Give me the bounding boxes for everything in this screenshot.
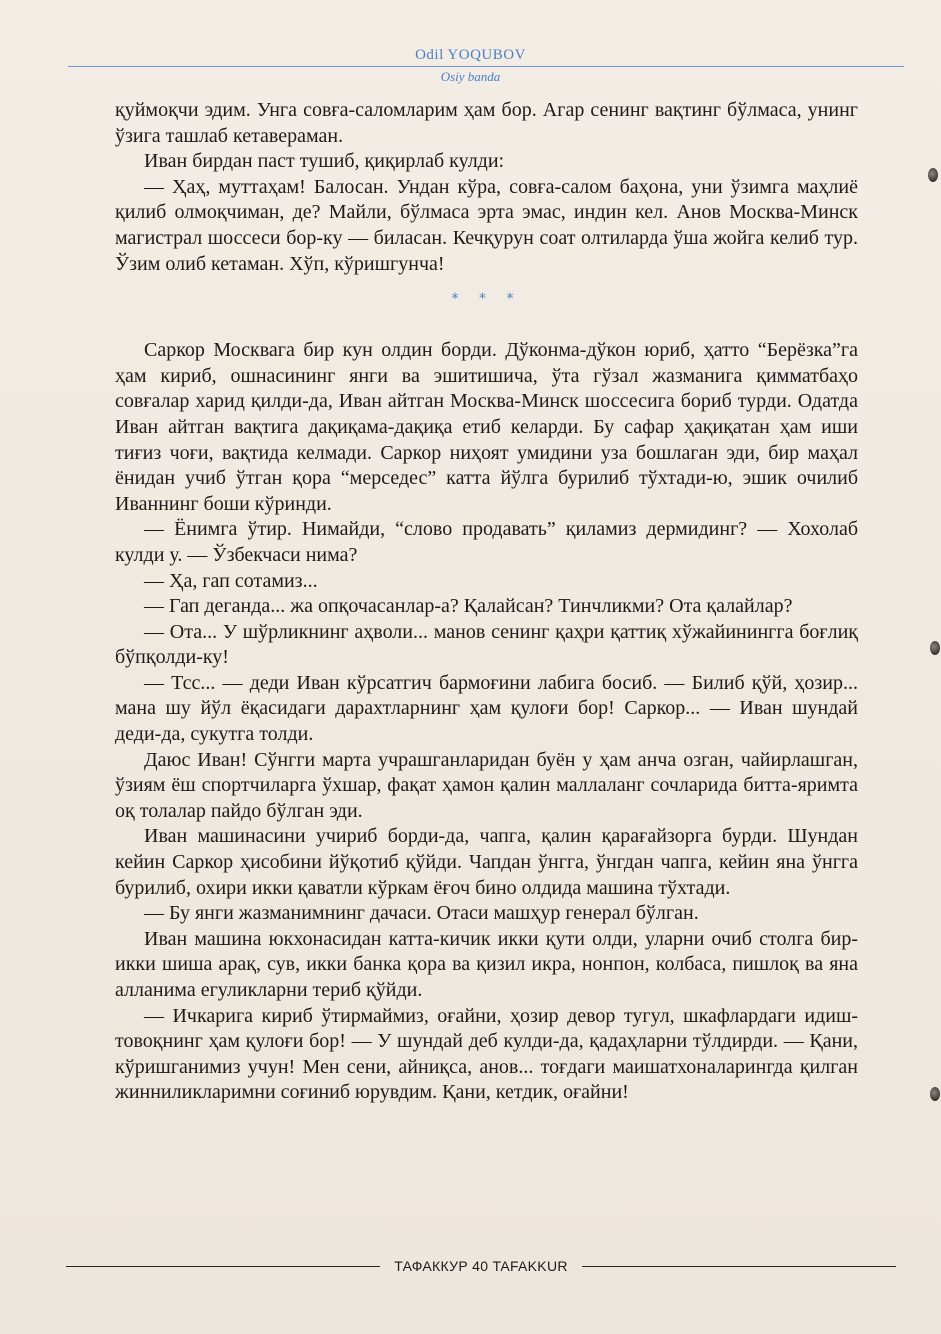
paragraph: — Ҳаҳ, муттаҳам! Балосан. Ундан кўра, совға-салом баҳона, уни ўзимга маҳлиё қилиб олмоқчиман, де? Майли, бўлмаса эрта эмас, индин кел. Анов Москва-Минск магистрал шоссеси бор-ку — биласан. Кечқурун соат олтиларда ўша жойга келиб тур. Ўзим олиб кетаман. Хўп, кўришгунча! bbox=[115, 175, 858, 275]
paragraph: — Ҳа, гап сотамиз... bbox=[144, 569, 318, 592]
footer-rule-left bbox=[66, 1266, 380, 1267]
paragraph: — Ота... У шўрликнинг аҳволи... манов сенинг қаҳри қаттиқ хўжайинингга боғлиқ бўпқолди-ку! bbox=[115, 620, 858, 669]
header-rule bbox=[68, 66, 904, 67]
paragraph: — Гап деганда... жа опқочасанлар-а? Қалайсан? Тинчликми? Ота қалайлар? bbox=[144, 595, 793, 618]
paragraph: Иван машинасини учириб борди-да, чапга, қалин қарағайзорга бурди. Шундан кейин Саркор ҳисобини йўқотиб қўйди. Чапдан ўнгга, ўнгдан чапга, кейин яна ўнгга бурилиб, охири икки қаватли кўркам ёғоч бино олдида машина тўхтади. bbox=[115, 825, 858, 899]
paragraph: — Ёнимга ўтир. Нимайди, “слово продавать” қиламиз дермидинг? — Хохолаб кулди у. — Ўзбекчаси нима? bbox=[115, 518, 858, 566]
section-separator: * * * bbox=[451, 291, 522, 308]
paragraph: — Тсс... — деди Иван кўрсатгич бармоғини лабига босиб. — Билиб қўй, ҳозир... мана шу йўл ёқасидаги дарахтларнинг ҳам қулоғи бор! Саркор... — Иван шундай деди-да, сукутга толди. bbox=[115, 671, 858, 746]
paragraph: қуймоқчи эдим. Унга совға-саломларим ҳам бор. Агар сенинг вақтинг бўлмаса, унинг ўзига ташлаб кетавераман. bbox=[115, 99, 858, 147]
footer-rule-right bbox=[582, 1266, 896, 1267]
paragraph: — Бу янги жазманимнинг дачаси. Отаси машҳур генерал бўлган. bbox=[144, 902, 699, 925]
punch-hole-middle bbox=[930, 641, 940, 655]
running-head-author: Odil YOQUBOV bbox=[415, 47, 526, 63]
paragraph: Иван машина юкхонасидан катта-кичик икки қути олди, уларни очиб столга бир-икки шиша арақ, сув, икки банка қора ва қизил икра, нонпон, колбаса, пишлоқ ва яна алланима егуликларни териб қўйди. bbox=[115, 927, 858, 1001]
running-head-book-title: Osiy banda bbox=[440, 69, 501, 84]
paragraph: Даюс Иван! Сўнгги марта учрашганларидан буён у ҳам анча озган, чайирлашган, ўзиям ёш спортчиларга ўхшар, фақат ҳамон қалин маллаланг сочларида битта-яримта оқ толалар пайдо бўлган эди. bbox=[115, 748, 858, 822]
paragraph: Иван бирдан паст тушиб, қиқирлаб кулди: bbox=[144, 150, 505, 173]
punch-hole-top bbox=[928, 168, 938, 182]
footer-label: ТАФАККУР 40 TAFAKKUR bbox=[394, 1258, 568, 1274]
paragraph: Саркор Москвага бир кун олдин борди. Дўконма-дўкон юриб, ҳатто “Берёзка”га ҳам кириб, ошнасининг янги ва эшитишича, ўта гўзал жазманига қимматбаҳо совғалар харид қилди-да, Иван айтган Москва-Минск шоссесига бориб турди. Одатда Иван айтган вақтига дақиқама-дақиқа етиб келарди. Бу сафар ҳақиқатан ҳам иши тиғиз чоғи, вақтида келмади. Саркор ниҳоят умидини уза бошлаган эди, бир маҳал ёнидан учиб ўтган қора “мерседес” катта йўлга бурилиб тўхтади-ю, эшик очилиб Иваннинг боши кўринди. bbox=[115, 339, 858, 515]
body-text bbox=[115, 98, 858, 1106]
page-footer bbox=[66, 1255, 896, 1277]
punch-hole-bottom bbox=[930, 1087, 940, 1101]
paragraph: — Ичкарига кириб ўтирмаймиз, оғайни, ҳозир девор тугул, шкафлардаги идиш-товоқнинг ҳам қулоғи бор! — У шундай деб кулди-да, қадаҳларни тўлдирди. — Қани, кўришганимиз учун! Мен сени, айниқса, анов... тоғдаги маишатхоналарингда қилган жинниликларимни соғиниб юрувдим. Қани, кетдик, оғайни! bbox=[115, 1004, 858, 1104]
